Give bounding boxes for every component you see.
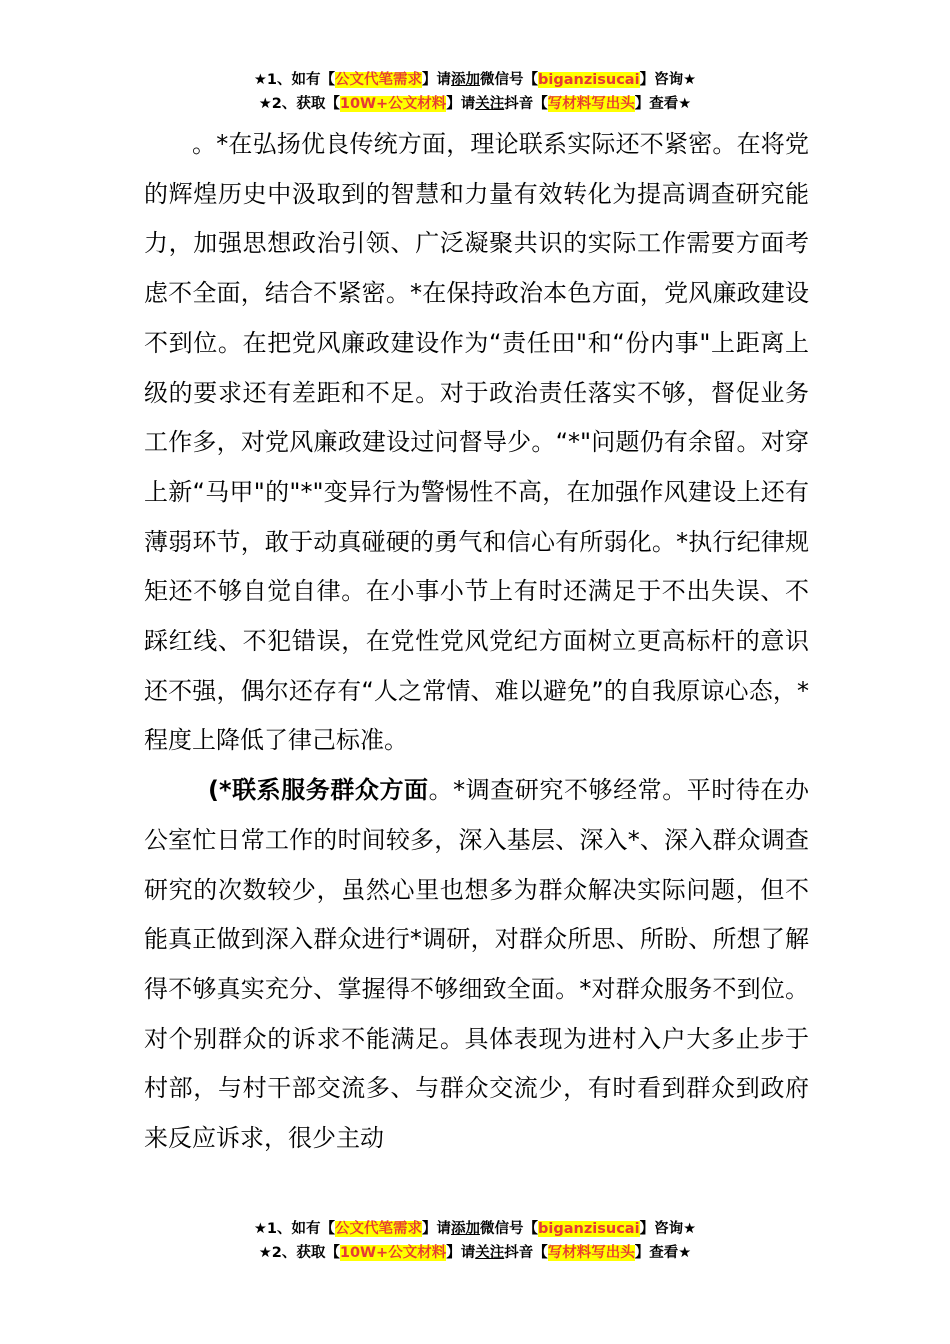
header-banner [0, 68, 950, 116]
banner-highlight: 10W+公文材料 [339, 1245, 447, 1261]
banner-line-2 [0, 92, 950, 116]
banner-text: ★2、获取【 [258, 1245, 340, 1261]
banner-text: 】查看★ [634, 96, 692, 112]
banner-text: 抖音【 [504, 96, 548, 112]
banner-text: 】查看★ [634, 1245, 692, 1261]
banner-text: ★1、如有【 [253, 1221, 336, 1237]
banner-text: 】请 [446, 96, 476, 112]
banner-highlight: 写材料写出头 [547, 96, 635, 112]
banner-highlight: biganzisucai [538, 72, 640, 88]
banner-underline-text: 添加 [451, 1221, 481, 1237]
paragraph-2 [144, 766, 809, 1164]
footer-banner [0, 1217, 950, 1265]
banner-line-1 [0, 68, 950, 92]
banner-text: 抖音【 [504, 1245, 548, 1261]
banner-text: ★2、获取【 [258, 96, 340, 112]
banner-highlight: 写材料写出头 [547, 1245, 635, 1261]
banner-text: 】咨询★ [639, 72, 697, 88]
banner-text: ★1、如有【 [253, 72, 336, 88]
banner-highlight: 公文代笔需求 [335, 72, 423, 88]
banner-text: 】咨询★ [639, 1221, 697, 1237]
paragraph-1: 。*在弘扬优良传统方面，理论联系实际还不紧密。在将党的辉煌历史中汲取到的智慧和力量有效转化为提高调查研究能力，加强思想政治引领、广泛凝聚共识的实际工作需要方面考虑不全面，结合不紧密。*在保持政治本色方面，党风廉政建设不到位。在把党风廉政建设作为“责任田"和“份内事"上距离上级的要求还有差距和不足。对于政治责任落实不够，督促业务工作多，对党风廉政建设过问督导少。“*"问题仍有余留。对穿上新“马甲"的"*"变异行为警惕性不高，在加强作风建设上还有薄弱环节，敢于动真碰硬的勇气和信心有所弱化。*执行纪律规矩还不够自觉自律。在小事小节上有时还满足于不出失误、不踩红线、不犯错误，在党性党风党纪方面树立更高标杆的意识还不强，偶尔还存有“人之常情、难以避免”的自我原谅心态，*程度上降低了律己标准。 [144, 130, 809, 755]
banner-underline-text: 关注 [475, 1245, 505, 1261]
banner-text: 】请 [422, 1221, 452, 1237]
banner-text: 】请 [446, 1245, 476, 1261]
document-body [144, 120, 809, 1164]
banner-highlight: biganzisucai [538, 1221, 640, 1237]
banner-underline-text: 关注 [475, 96, 505, 112]
banner-text: 微信号【 [480, 72, 539, 88]
banner-text: 】请 [422, 72, 452, 88]
banner-line-2 [0, 1241, 950, 1265]
banner-highlight: 公文代笔需求 [335, 1221, 423, 1237]
paragraph-2-lead: (*联系服务群众方面 [208, 776, 429, 805]
paragraph-2-body: 。*调查研究不够经常。平时待在办公室忙日常工作的时间较多，深入基层、深入*、深入群众调查研究的次数较少，虽然心里也想多为群众解决实际问题，但不能真正做到深入群众进行*调研，对群众所思、所盼、所想了解得不够真实充分、掌握得不够细致全面。*对群众服务不到位。对个别群众的诉求不能满足。具体表现为进村入户大多止步于村部，与村干部交流多、与群众交流少，有时看到群众到政府来反应诉求，很少主动 [144, 776, 809, 1153]
banner-line-1 [0, 1217, 950, 1241]
banner-text: 微信号【 [480, 1221, 539, 1237]
banner-highlight: 10W+公文材料 [339, 96, 447, 112]
banner-underline-text: 添加 [451, 72, 481, 88]
